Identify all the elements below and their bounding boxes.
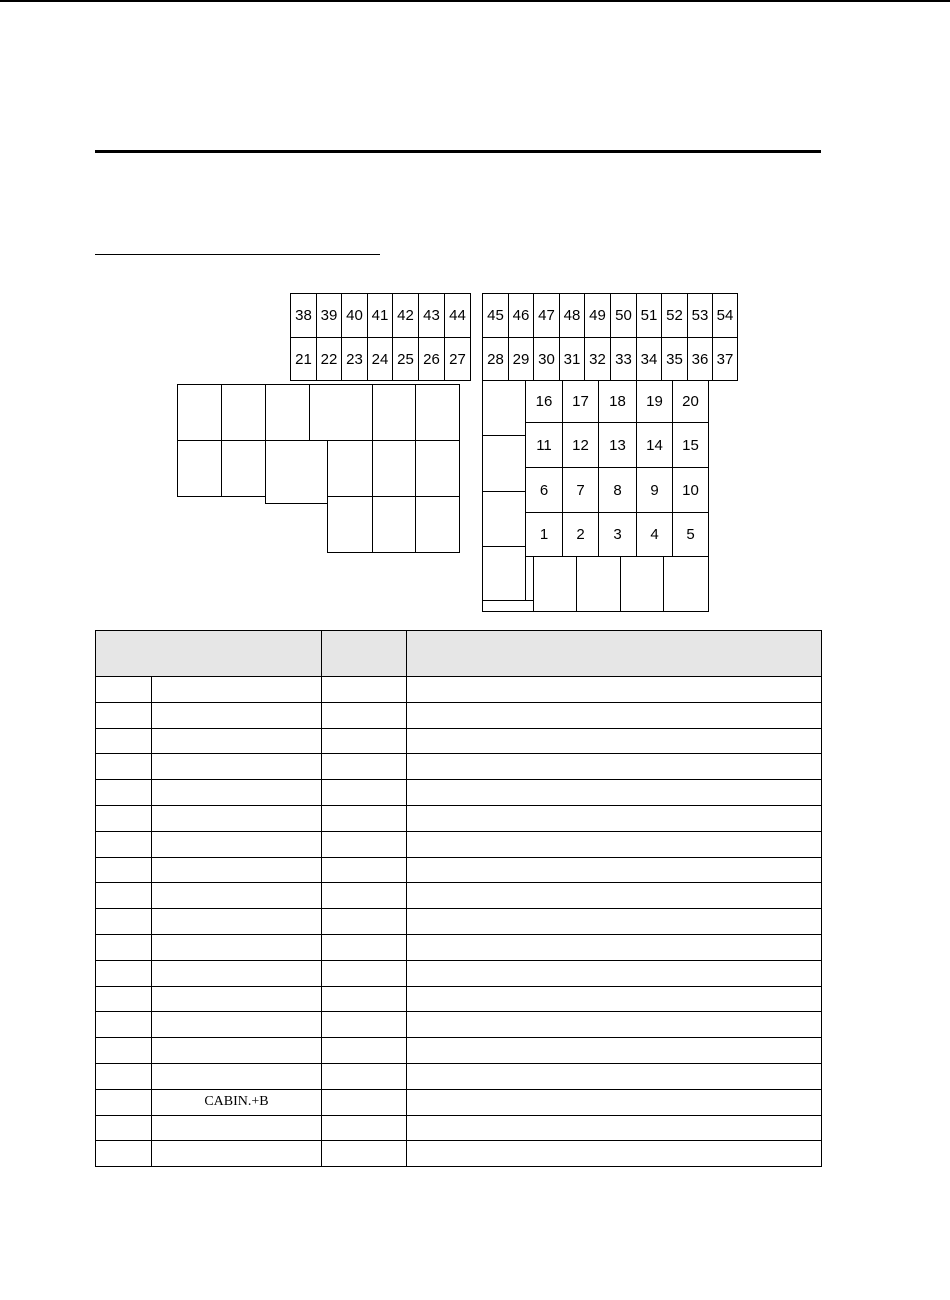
- table-row: [96, 754, 822, 780]
- column-header: [322, 631, 407, 677]
- table-cell: [152, 1141, 322, 1167]
- table-row: [96, 780, 822, 806]
- table-row: [96, 857, 822, 883]
- fuse-slot: 34: [636, 337, 662, 381]
- relay-block: [177, 440, 222, 497]
- table-cell: [152, 1063, 322, 1089]
- relay-block: [327, 440, 373, 497]
- table-cell: [322, 780, 407, 806]
- fuse-slot: 49: [584, 293, 611, 338]
- fuse-slot: 5: [672, 512, 709, 557]
- table-cell: [407, 780, 822, 806]
- table-cell: [322, 1115, 407, 1141]
- table-cell: [322, 909, 407, 935]
- side-relay: [482, 435, 526, 492]
- fuse-slot: 38: [290, 293, 317, 338]
- table-cell: [407, 1063, 822, 1089]
- table-row: [96, 960, 822, 986]
- table-cell: [96, 754, 152, 780]
- relay-block: [327, 496, 373, 553]
- fuse-slot: 31: [559, 337, 585, 381]
- fuse-slot: 4: [636, 512, 673, 557]
- table-cell: [322, 831, 407, 857]
- relay-block: [415, 440, 460, 497]
- bottom-relay: [533, 556, 577, 612]
- relay-block: [177, 384, 222, 441]
- table-cell: [152, 1038, 322, 1064]
- table-cell: [322, 883, 407, 909]
- fuse-slot: 50: [610, 293, 637, 338]
- fuse-slot: 28: [482, 337, 509, 381]
- fuse-slot: 14: [636, 422, 673, 468]
- table-cell: [96, 1038, 152, 1064]
- fuse-slot: 2: [562, 512, 599, 557]
- fuse-slot: 39: [316, 293, 342, 338]
- fuse-slot: 54: [712, 293, 738, 338]
- table-cell: [96, 1012, 152, 1038]
- table-cell: [407, 1115, 822, 1141]
- table-cell: [407, 1141, 822, 1167]
- fuse-slot: 10: [672, 467, 709, 513]
- fuse-slot: 42: [392, 293, 419, 338]
- table-cell: [96, 831, 152, 857]
- table-cell: [407, 677, 822, 703]
- fuse-slot: 7: [562, 467, 599, 513]
- fuse-slot: 46: [508, 293, 534, 338]
- table-cell: [152, 805, 322, 831]
- fuse-slot: 6: [525, 467, 563, 513]
- side-relay-base: [482, 600, 534, 612]
- table-cell: [322, 934, 407, 960]
- table-row: [96, 1089, 822, 1115]
- table-cell: [407, 883, 822, 909]
- table-row: [96, 702, 822, 728]
- table-cell: [407, 754, 822, 780]
- bottom-relay: [663, 556, 709, 612]
- fuse-slot: 9: [636, 467, 673, 513]
- table-cell: [96, 1115, 152, 1141]
- fuse-slot: 17: [562, 380, 599, 423]
- fuse-slot: 45: [482, 293, 509, 338]
- table-cell: [322, 677, 407, 703]
- fuse-slot: 51: [636, 293, 662, 338]
- fuse-slot: 33: [610, 337, 637, 381]
- table-header-row: [96, 631, 822, 677]
- table-cell: [322, 1038, 407, 1064]
- table-cell: [96, 986, 152, 1012]
- table-cell: [407, 1089, 822, 1115]
- fuse-slot: 1: [525, 512, 563, 557]
- fuse-table: [95, 630, 822, 1167]
- table-row: [96, 1038, 822, 1064]
- table-cell: [407, 1038, 822, 1064]
- relay-block: [415, 496, 460, 553]
- fuse-slot: 35: [661, 337, 688, 381]
- fuse-slot: 43: [418, 293, 445, 338]
- table-cell: [96, 1141, 152, 1167]
- table-cell: [322, 960, 407, 986]
- table-cell: [322, 1012, 407, 1038]
- side-relay: [482, 380, 526, 436]
- top-rule: [0, 0, 950, 2]
- table-cell: [96, 934, 152, 960]
- table-cell: [407, 857, 822, 883]
- relay-block: [372, 384, 416, 441]
- table-cell: [322, 1089, 407, 1115]
- fuse-slot: 26: [418, 337, 445, 381]
- relay-block: [221, 384, 266, 441]
- fuse-slot: 44: [444, 293, 471, 338]
- heading-rule: [95, 150, 821, 153]
- table-cell: [322, 1063, 407, 1089]
- fuse-slot: 52: [661, 293, 688, 338]
- fuse-slot: 15: [672, 422, 709, 468]
- relay-block: [415, 384, 460, 441]
- fuse-slot: 53: [687, 293, 713, 338]
- fuse-slot: 24: [367, 337, 393, 381]
- fuse-slot: 19: [636, 380, 673, 423]
- table-cell: [152, 857, 322, 883]
- table-row: [96, 986, 822, 1012]
- table-cell: CABIN.+B: [152, 1089, 322, 1115]
- table-cell: [322, 857, 407, 883]
- table-cell: [96, 1089, 152, 1115]
- column-header: [407, 631, 822, 677]
- table-cell: [96, 883, 152, 909]
- table-cell: [96, 805, 152, 831]
- table-row: [96, 677, 822, 703]
- table-cell: [96, 780, 152, 806]
- table-cell: [407, 909, 822, 935]
- relay-block: [372, 496, 416, 553]
- table-cell: [152, 754, 322, 780]
- table-cell: [407, 1012, 822, 1038]
- fuse-slot: 3: [598, 512, 637, 557]
- table-cell: [407, 702, 822, 728]
- subheading-underline: [95, 254, 380, 255]
- table-cell: [152, 909, 322, 935]
- fuse-slot: 18: [598, 380, 637, 423]
- table-row: [96, 909, 822, 935]
- fuse-slot: 40: [341, 293, 368, 338]
- fuse-slot: 25: [392, 337, 419, 381]
- relay-block: [309, 384, 373, 441]
- table-cell: [152, 883, 322, 909]
- table-row: [96, 1012, 822, 1038]
- table-cell: [322, 702, 407, 728]
- bottom-relay: [620, 556, 664, 612]
- table-cell: [152, 728, 322, 754]
- fuse-slot: 11: [525, 422, 563, 468]
- table-cell: [96, 728, 152, 754]
- fuse-slot: 37: [712, 337, 738, 381]
- side-relay: [482, 546, 526, 601]
- relay-block: [265, 384, 310, 441]
- table-cell: [407, 831, 822, 857]
- table-cell: [152, 960, 322, 986]
- table-cell: [96, 702, 152, 728]
- table-cell: [96, 857, 152, 883]
- fuse-slot: 32: [584, 337, 611, 381]
- fuse-slot: 29: [508, 337, 534, 381]
- relay-block: [372, 440, 416, 497]
- table-row: [96, 883, 822, 909]
- fuse-slot: 22: [316, 337, 342, 381]
- table-cell: [407, 805, 822, 831]
- table-cell: [407, 728, 822, 754]
- fuse-slot: 47: [533, 293, 560, 338]
- table-cell: [152, 934, 322, 960]
- table-row: [96, 728, 822, 754]
- table-cell: [407, 934, 822, 960]
- table-cell: [152, 1012, 322, 1038]
- fuse-slot: 36: [687, 337, 713, 381]
- table-cell: [96, 960, 152, 986]
- table-cell: [152, 986, 322, 1012]
- table-cell: [322, 728, 407, 754]
- fuse-slot: 48: [559, 293, 585, 338]
- fuse-slot: 20: [672, 380, 709, 423]
- table-cell: [152, 831, 322, 857]
- table-cell: [152, 1115, 322, 1141]
- fuse-slot: 21: [290, 337, 317, 381]
- fuse-slot: 27: [444, 337, 471, 381]
- fuse-slot: 13: [598, 422, 637, 468]
- fuse-slot: 8: [598, 467, 637, 513]
- table-cell: [322, 986, 407, 1012]
- side-relay: [482, 491, 526, 547]
- table-cell: [152, 702, 322, 728]
- fuse-slot: 12: [562, 422, 599, 468]
- relay-block: [221, 440, 266, 497]
- table-cell: [407, 986, 822, 1012]
- table-row: [96, 1141, 822, 1167]
- table-cell: [152, 677, 322, 703]
- table-cell: [407, 960, 822, 986]
- table-row: [96, 934, 822, 960]
- fuse-slot: 30: [533, 337, 560, 381]
- table-row: [96, 1115, 822, 1141]
- table-cell: [96, 909, 152, 935]
- relay-block: [265, 440, 328, 504]
- table-row: [96, 805, 822, 831]
- table-row: [96, 831, 822, 857]
- table-cell: [96, 677, 152, 703]
- table-cell: [96, 1063, 152, 1089]
- column-header: [96, 631, 322, 677]
- table-cell: [322, 1141, 407, 1167]
- fuse-slot: 41: [367, 293, 393, 338]
- fuse-slot: 23: [341, 337, 368, 381]
- bottom-relay: [576, 556, 621, 612]
- table-cell: [322, 754, 407, 780]
- table-cell: [322, 805, 407, 831]
- fuse-slot: 16: [525, 380, 563, 423]
- table-cell: [152, 780, 322, 806]
- table-row: [96, 1063, 822, 1089]
